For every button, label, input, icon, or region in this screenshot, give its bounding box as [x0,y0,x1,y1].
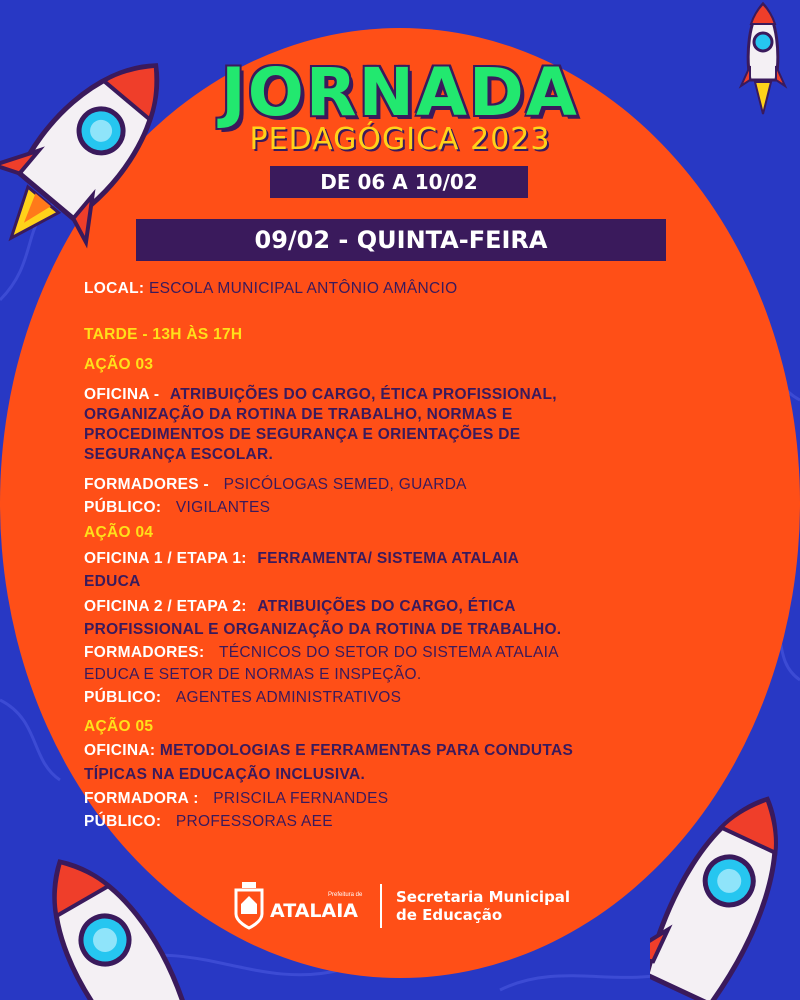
acao03-oficina-text1: ATRIBUIÇÕES DO CARGO, ÉTICA PROFISSIONAL, [169,386,557,403]
acao05-oficina-row [84,742,573,760]
local-label: LOCAL: [84,280,145,297]
acao03-oficina-text2: ORGANIZAÇÃO DA ROTINA DE TRABALHO, NORMAS E [84,406,513,423]
acao04-formadores-label: FORMADORES: [84,644,205,661]
acao05-formadora-label: FORMADORA : [84,790,199,807]
acao05-title: AÇÃO 05 [84,718,154,735]
footer-logos [230,876,590,936]
acao04-oficina1-label: OFICINA 1 / ETAPA 1: [84,550,247,567]
event-subtitle: PEDAGÓGICA 2023 [249,122,551,157]
rocket-bottom-left-icon [20,840,190,1000]
acao04-oficina2-row [84,598,516,616]
footer-divider [380,884,382,928]
acao05-publico-value: PROFESSORAS AEE [175,813,333,830]
acao04-oficina2-text1: ATRIBUIÇÕES DO CARGO, ÉTICA [257,598,516,615]
acao03-publico-label: PÚBLICO: [84,499,162,516]
acao05-publico-row [84,813,333,831]
acao04-publico-value: AGENTES ADMINISTRATIVOS [175,689,402,706]
prefeitura-label: Prefeitura de [328,892,363,898]
acao03-title: AÇÃO 03 [84,356,154,373]
event-title: JORNADA [221,54,579,131]
acao04-oficina2-label: OFICINA 2 / ETAPA 2: [84,598,247,615]
acao03-publico-row [84,499,270,517]
acao03-oficina-text3: PROCEDIMENTOS DE SEGURANÇA E ORIENTAÇÕES DE [84,426,521,443]
acao04-formadores-text1: TÉCNICOS DO SETOR DO SISTEMA ATALAIA [219,644,559,661]
acao03-oficina-text4: SEGURANÇA ESCOLAR. [84,446,274,463]
local-value: ESCOLA MUNICIPAL ANTÔNIO AMÂNCIO [148,280,458,297]
acao04-title: AÇÃO 04 [84,524,154,541]
acao05-oficina-text1: METODOLOGIAS E FERRAMENTAS PARA CONDUTAS [159,742,574,759]
acao03-formadores-label: FORMADORES - [84,476,210,493]
acao05-formadora-row [84,790,388,808]
rocket-bottom-right-icon [650,780,800,1000]
atalaia-logo-text: ATALAIA [270,900,359,922]
header [0,54,800,157]
acao04-oficina1-text2: EDUCA [84,573,141,590]
local-row [84,280,457,298]
acao04-publico-row [84,689,401,707]
event-dates: DE 06 A 10/02 [270,166,528,198]
acao03-formadores-row [84,476,467,494]
acao05-formadora-value: PRISCILA FERNANDES [213,790,389,807]
atalaia-crest-icon [232,880,266,930]
tarde-time: TARDE - 13H ÀS 17H [84,326,243,343]
acao04-formadores-text2: EDUCA E SETOR DE NORMAS E INSPEÇÃO. [84,666,422,683]
acao03-formadores-value: PSICÓLOGAS SEMED, GUARDA [223,476,467,493]
acao03-oficina-line1 [84,386,557,404]
secretaria-line2: de Educação [396,906,503,924]
secretaria-line1: Secretaria Municipal [396,888,571,906]
acao05-oficina-label: OFICINA: [84,742,156,759]
acao04-oficina2-text2: PROFISSIONAL E ORGANIZAÇÃO DA ROTINA DE TRABALHO. [84,621,562,638]
acao03-publico-value: VIGILANTES [175,499,271,516]
day-banner: 09/02 - QUINTA-FEIRA [136,219,666,261]
acao04-formadores-row [84,644,559,662]
acao05-publico-label: PÚBLICO: [84,813,162,830]
acao03-oficina-label: OFICINA - [84,386,160,403]
acao04-oficina1-row [84,550,519,568]
acao05-oficina-text2: TÍPICAS NA EDUCAÇÃO INCLUSIVA. [84,766,366,783]
secretaria-logo [396,888,570,924]
acao04-oficina1-text1: FERRAMENTA/ SISTEMA ATALAIA [257,550,520,567]
acao04-publico-label: PÚBLICO: [84,689,162,706]
